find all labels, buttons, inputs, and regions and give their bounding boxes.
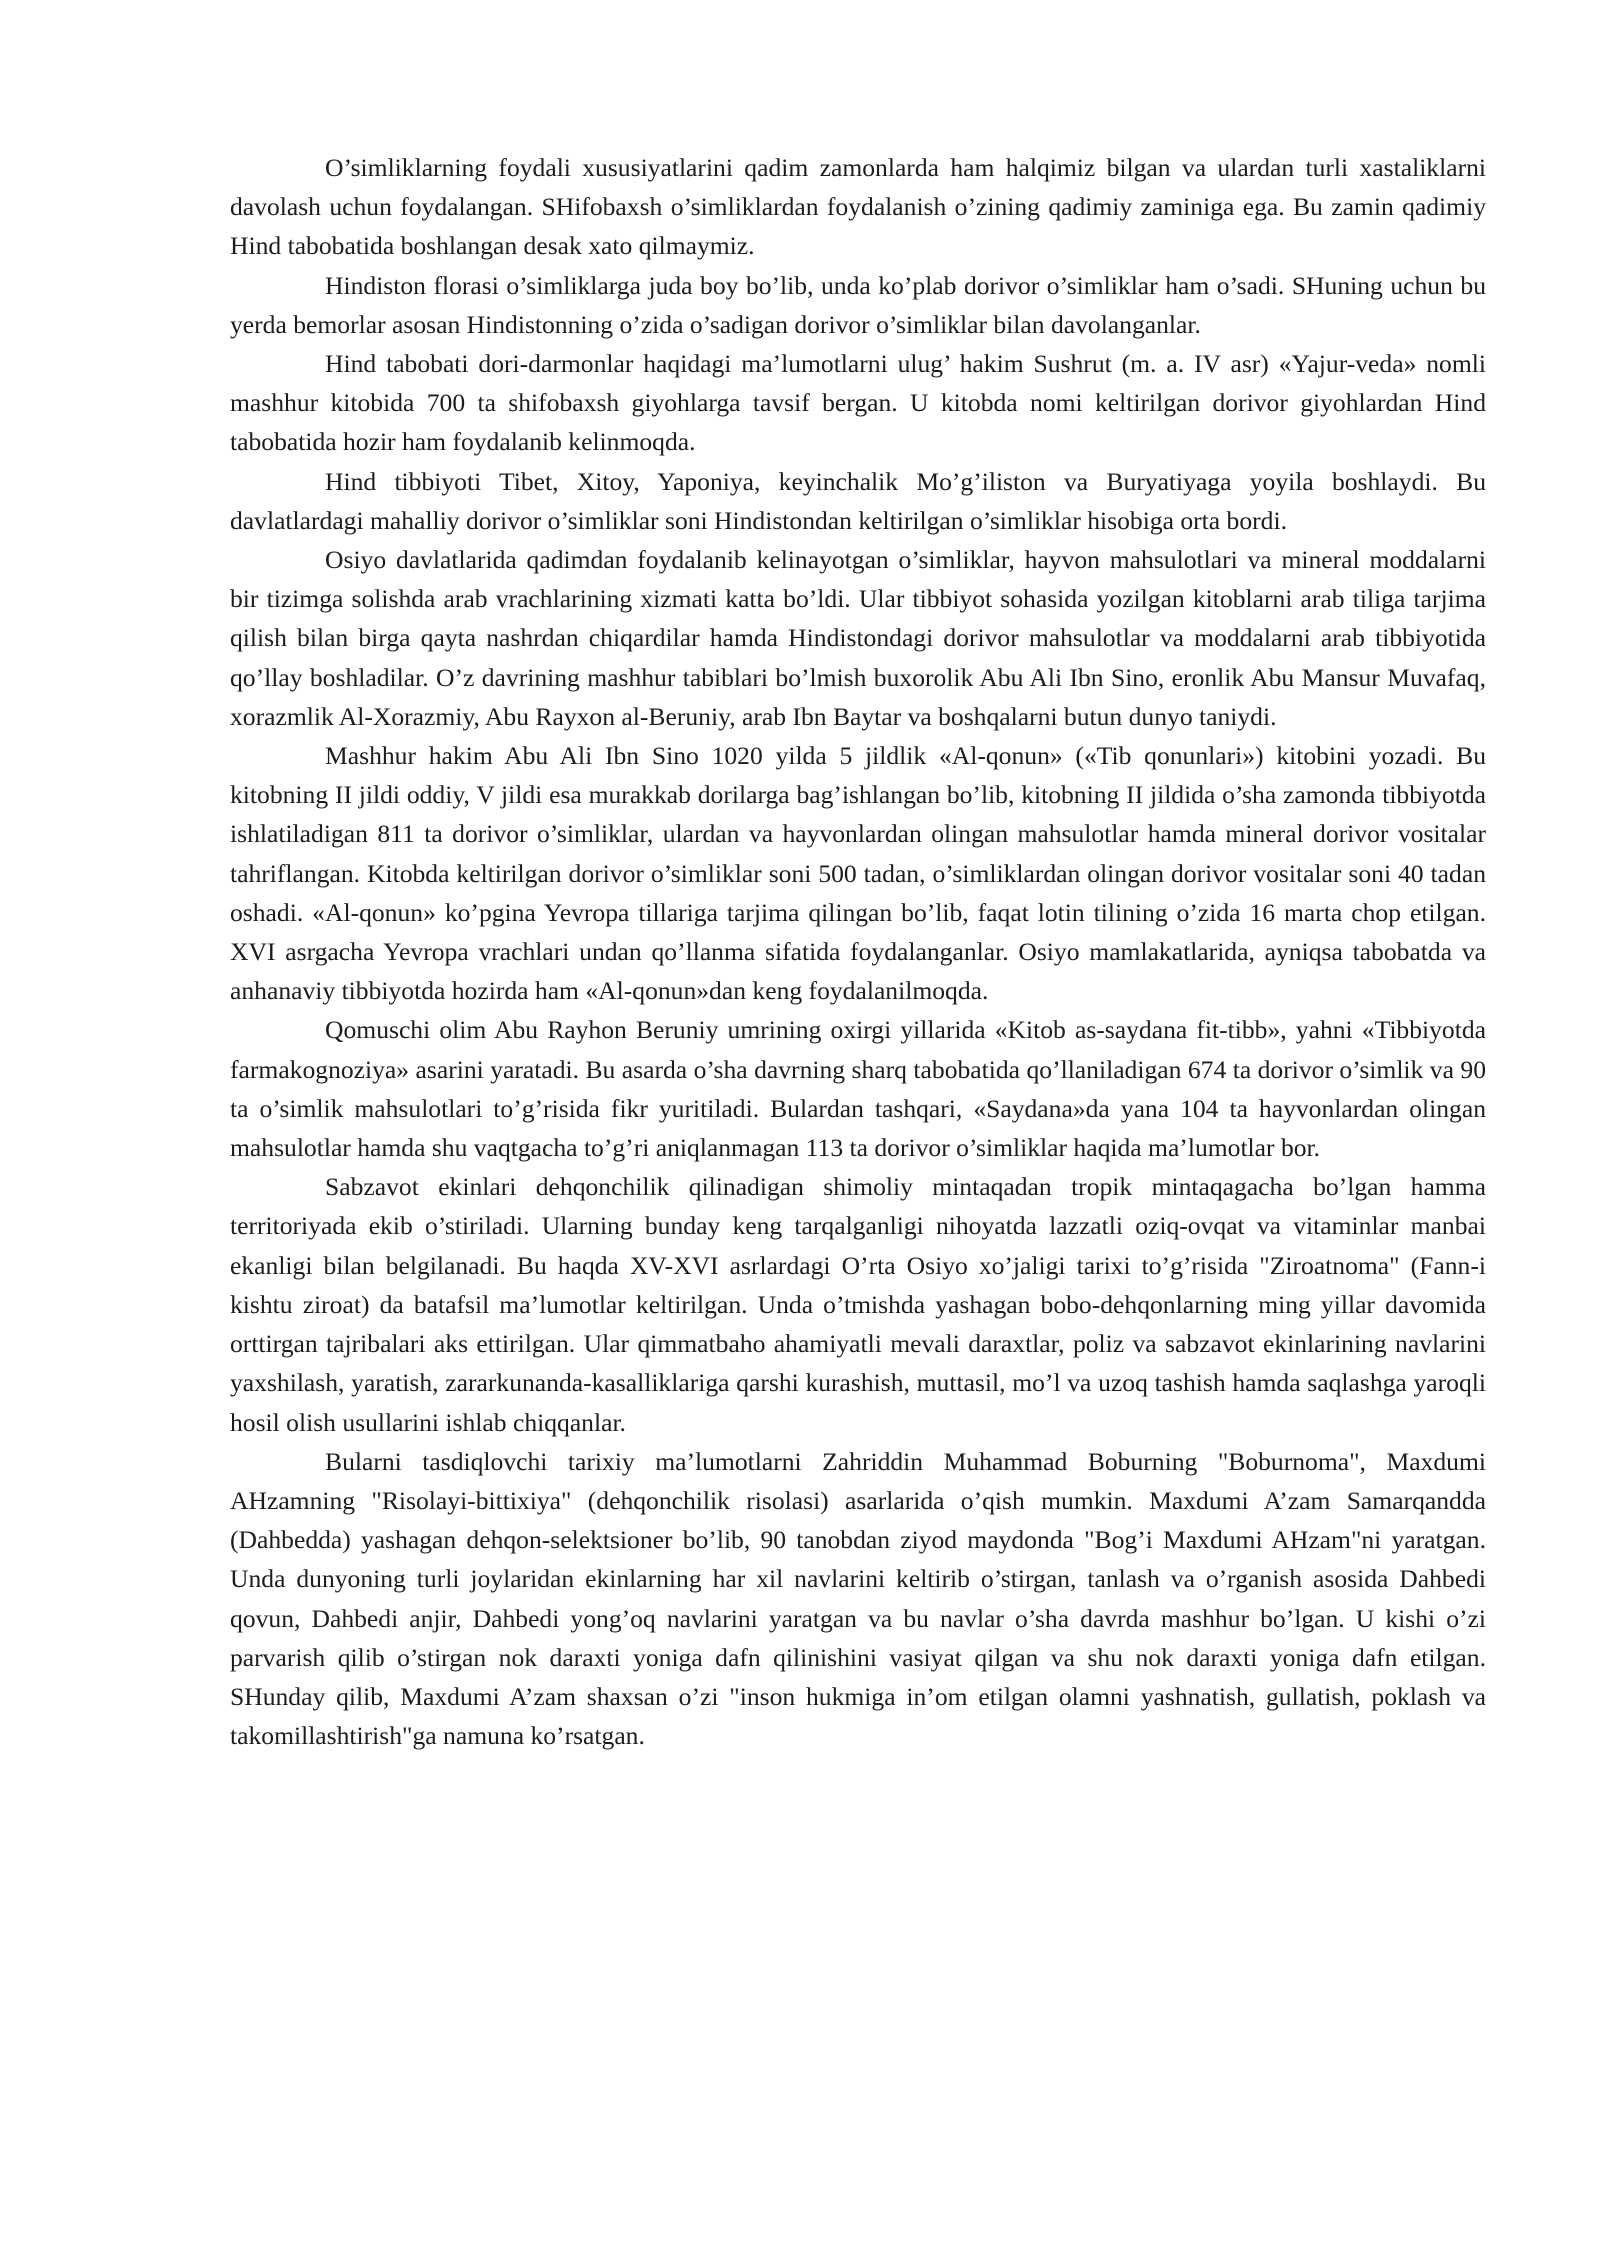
paragraph: Osiyo davlatlarida qadimdan foydalanib kelinayotgan o’simliklar, hayvon mahsulotlari va mineral moddalarni bir tizimga solishda arab vrachlarining xizmati katta bo’ldi. Ular tibbiyot sohasida yozilgan kitoblarni arab tiliga tarjima qilish bilan birga qayta nashrdan chiqardilar hamda Hindistondagi dorivor mahsulotlar va moddalarni arab tibbiyotida qo’llay boshladilar. O’z davrining mashhur tabiblari bo’lmish buxorolik Abu Ali Ibn Sino, eronlik Abu Mansur Muvafaq, xorazmlik Al-Xorazmiy, Abu Rayxon al-Beruniy, arab Ibn Baytar va boshqalarni butun dunyo taniydi. bbox=[230, 545, 1486, 731]
paragraph: Hindiston florasi o’simliklarga juda boy bo’lib, unda ko’plab dorivor o’simliklar ham o’sadi. SHuning uchun bu yerda bemorlar asosan Hindistonning o’zida o’sadigan dorivor o’simliklar bilan davolanganlar. bbox=[230, 270, 1486, 339]
paragraph: Sabzavot ekinlari dehqonchilik qilinadigan shimoliy mintaqadan tropik mintaqagacha bo’lgan hamma territoriyada ekib o’stiriladi. Ularning bunday keng tarqalganligi nihoyatda lazzatli oziq-ovqat va vitaminlar manbai ekanligi bilan belgilanadi. Bu haqda XV-XVI asrlardagi O’rta Osiyo xo’jaligi tarixi to’g’risida "Ziroatnoma" (Fann-i kishtu ziroat) da batafsil ma’lumotlar keltirilgan. Unda o’tmishda yashagan bobo-dehqonlarning ming yillar davomida orttirgan tajribalari aks ettirilgan. Ular qimmatbaho ahamiyatli mevali daraxtlar, poliz va sabzavot ekinlarining navlarini yaxshilash, yaratish, zararkunanda-kasalliklariga qarshi kurashish, muttasil, mo’l va uzoq tashish hamda saqlashga yaroqli hosil olish usullarini ishlab chiqqanlar. bbox=[230, 1172, 1486, 1437]
document-page bbox=[230, 148, 1486, 1755]
paragraph: Bularni tasdiqlovchi tarixiy ma’lumotlarni Zahriddin Muhammad Boburning "Boburnoma", Maxdumi AHzamning "Risolayi-bittixiya" (dehqonchilik risolasi) asarlarida o’qish mumkin. Maxdumi A’zam Samarqandda (Dahbedda) yashagan dehqon-selektsioner bo’lib, 90 tanobdan ziyod maydonda "Bog’i Maxdumi AHzam"ni yaratgan. Unda dunyoning turli joylaridan ekinlarning har xil navlarini keltirib o’stirgan, tanlash va o’rganish asosida Dahbedi qovun, Dahbedi anjir, Dahbedi yong’oq navlarini yaratgan va bu navlar o’sha davrda mashhur bo’lgan. U kishi o’zi parvarish qilib o’stirgan nok daraxti yoniga dafn qilinishini vasiyat qilgan va shu nok daraxti yoniga dafn etilgan. SHunday qilib, Maxdumi A’zam shaxsan o’zi "inson hukmiga in’om etilgan olamni yashnatish, gullatish, poklash va takomillashtirish"ga namuna ko’rsatgan. bbox=[230, 1446, 1486, 1751]
paragraph: Mashhur hakim Abu Ali Ibn Sino 1020 yilda 5 jildlik «Al-qonun» («Tib qonunlari») kitobini yozadi. Bu kitobning II jildi oddiy, V jildi esa murakkab dorilarga bag’ishlangan bo’lib, kitobning II jildida o’sha zamonda tibbiyotda ishlatiladigan 811 ta dorivor o’simliklar, ulardan va hayvonlardan olingan mahsulotlar hamda mineral dorivor vositalar tahriflangan. Kitobda keltirilgan dorivor o’simliklar soni 500 tadan, o’simliklardan olingan dorivor vositalar soni 40 tadan oshadi. «Al-qonun» ko’pgina Yevropa tillariga tarjima qilingan bo’lib, faqat lotin tilining o’zida 16 marta chop etilgan. XVI asrgacha Yevropa vrachlari undan qo’llanma sifatida foydalanganlar. Osiyo mamlakatlarida, ayniqsa tabobatda va anhanaviy tibbiyotda hozirda ham «Al-qonun»dan keng foydalanilmoqda. bbox=[230, 741, 1486, 1006]
paragraph: Hind tabobati dori-darmonlar haqidagi ma’lumotlarni ulug’ hakim Sushrut (m. a. IV asr) «Yajur-veda» nomli mashhur kitobida 700 ta shifobaxsh giyohlarga tavsif bergan. U kitobda nomi keltirilgan dorivor giyohlardan Hind tabobatida hozir ham foydalanib kelinmoqda. bbox=[230, 349, 1486, 457]
paragraph: O’simliklarning foydali xususiyatlarini qadim zamonlarda ham halqimiz bilgan va ulardan turli xastaliklarni davolash uchun foydalangan. SHifobaxsh o’simliklardan foydalanish o’zining qadimiy zaminiga ega. Bu zamin qadimiy Hind tabobatida boshlangan desak xato qilmaymiz. bbox=[230, 153, 1486, 261]
paragraph: Qomuschi olim Abu Rayhon Beruniy umrining oxirgi yillarida «Kitob as-saydana fit-tibb», yahni «Tibbiyotda farmakognoziya» asarini yaratadi. Bu asarda o’sha davrning sharq tabobatida qo’llaniladigan 674 ta dorivor o’simlik va 90 ta o’simlik mahsulotlari to’g’risida fikr yuritiladi. Bulardan tashqari, «Saydana»da yana 104 ta hayvonlardan olingan mahsulotlar hamda shu vaqtgacha to’g’ri aniqlanmagan 113 ta dorivor o’simliklar haqida ma’lumotlar bor. bbox=[230, 1015, 1486, 1163]
paragraph: Hind tibbiyoti Tibet, Xitoy, Yaponiya, keyinchalik Mo’g’iliston va Buryatiyaga yoyila boshlaydi. Bu davlatlardagi mahalliy dorivor o’simliklar soni Hindistondan keltirilgan o’simliklar hisobiga orta bordi. bbox=[230, 466, 1486, 535]
